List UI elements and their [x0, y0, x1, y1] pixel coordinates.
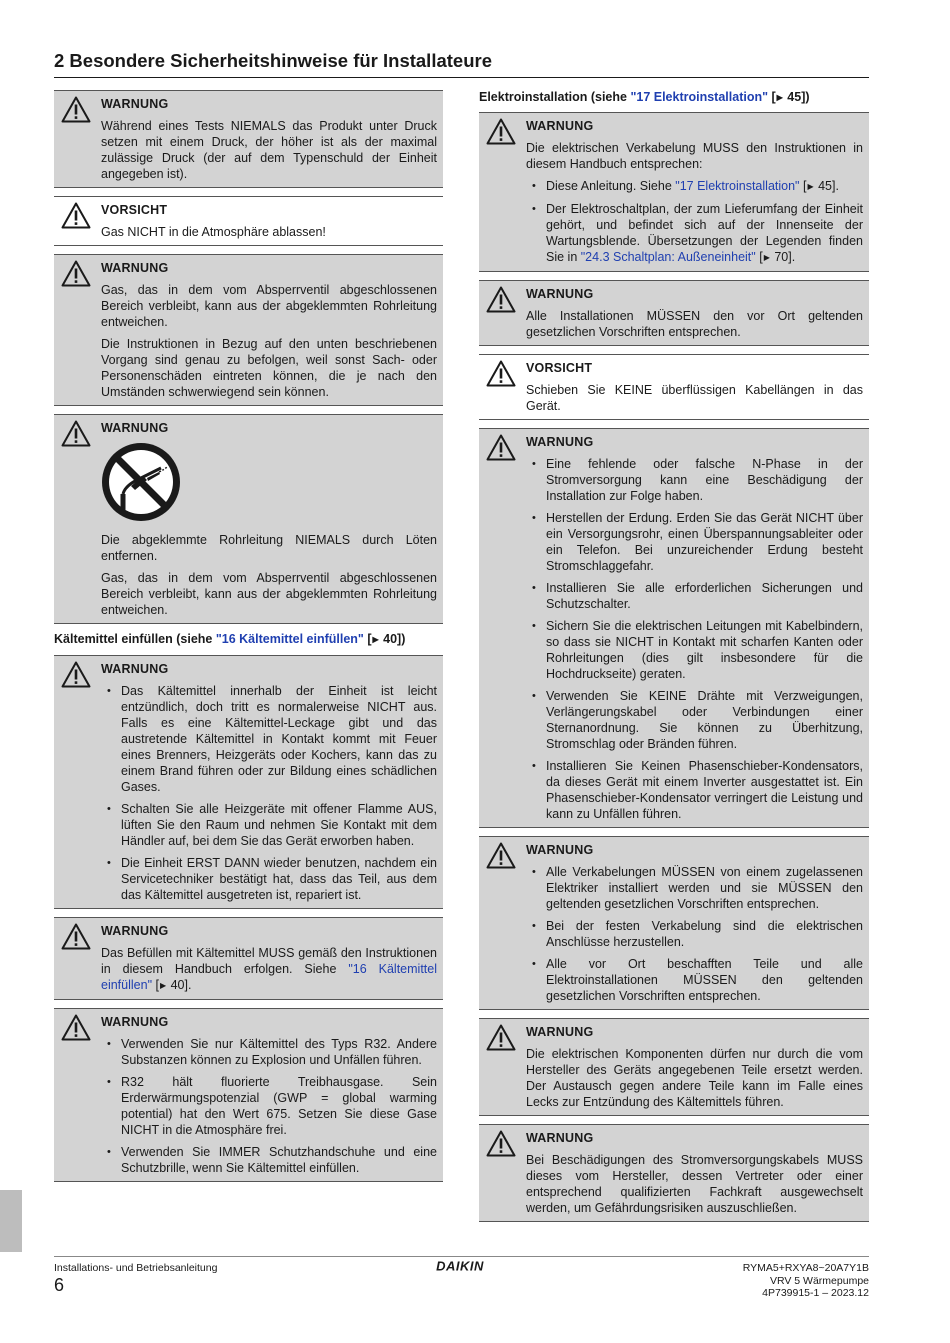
- page-arrow-icon: ▶: [776, 93, 783, 102]
- footer-product: VRV 5 Wärmepumpe: [769, 1274, 869, 1287]
- warning-triangle-icon: [61, 661, 91, 688]
- box-text: Alle Installationen MÜSSEN den vor Ort geltenden gesetzlichen Vorschriften entsprechen.: [526, 309, 863, 339]
- warning-triangle-icon: [486, 1130, 516, 1157]
- warning-triangle-icon: [486, 286, 516, 313]
- ref-page: 45]): [783, 90, 810, 104]
- list-item: • Sichern Sie die elektrischen Leitungen mit Kabelbindern, so dass sie NICHT in Kontakt mit scharfen Kanten oder Rohrleitungen (dies gilt insbesondere für die Hochdruckseite) geraten.: [526, 618, 863, 682]
- page-arrow-icon: ▶: [763, 253, 770, 262]
- right-column: [479, 90, 869, 1230]
- section-heading-refrigerant: [54, 632, 443, 646]
- list-item: • Das Kältemittel innerhalb der Einheit ist leicht entzündlich, doch tritt es normalerweise NICHT aus. Falls es eine Kältemittel-Leckage gibt und das austretende Kältemittel in Kontakt kommt mit Feuer eines Brenners, Heizgeräts oder Kochers, kann das zu einem Brand führen oder zur Bildung eines schädlichen Gases.: [101, 683, 437, 795]
- list-item: • Eine fehlende oder falsche N-Phase in der Stromversorgung kann eine Beschädigung der Installation zur Folge haben.: [526, 456, 863, 504]
- box-text: Bei Beschädigungen des Stromversorgungskabels MUSS dieses vom Hersteller, dessen Vertreter oder einer entsprechend qualifizierten Fachkraft ausgewechselt werden, um Gefährdungsrisiken auszuschließen.: [526, 1153, 863, 1215]
- warning-triangle-icon: [486, 1024, 516, 1051]
- box-text: Die elektrischen Komponenten dürfen nur durch die vom Hersteller des Geräts angegebenen Teile ersetzt werden. Der Austausch gegen andere Teile kann im Falle eines Lecks zur Entzündung des Kältemittels führen.: [526, 1047, 863, 1109]
- box-text: Die Instruktionen in Bezug auf den unten beschriebenen Vorgang sind genau zu befolgen, weil sonst Sach- oder Personenschäden eintreten können, die je nach den Umständen schwerwiegend sein können.: [101, 337, 437, 399]
- caution-box: [54, 196, 443, 246]
- section-heading-text: Elektroinstallation (siehe: [479, 90, 631, 104]
- warning-box: [479, 428, 869, 828]
- page-title: 2 Besondere Sicherheitshinweise für Installateure: [54, 50, 869, 78]
- list-item-text: Der Elektroschaltplan, der zum Lieferumfang der Einheit gehört, und befindet sich auf der Innenseite der Wartungsblende. Übersetzungen der Legenden finden Sie in: [546, 202, 863, 264]
- list-item: • Installieren Sie Keinen Phasenschieber-Kondensators, da dieses Gerät mit einem Inverter ausgestattet ist. Ein Phasenschieber-Kondensator verringert die Leistung und kann zu Unfällen führen.: [526, 758, 863, 822]
- bullet-list: [101, 683, 437, 903]
- box-title: WARNUNG: [526, 1025, 594, 1039]
- warning-triangle-icon: [61, 202, 91, 229]
- warning-box: [479, 280, 869, 346]
- list-item: • Alle Verkabelungen MÜSSEN von einem zugelassenen Elektriker installiert werden und sie MÜSSEN den geltenden gesetzlichen Vorschriften entsprechen.: [526, 864, 863, 912]
- link-electrical-chapter[interactable]: "17 Elektroinstallation": [675, 179, 800, 193]
- box-text: Die abgeklemmte Rohrleitung NIEMALS durch Löten entfernen.: [101, 533, 437, 563]
- daikin-logo: [420, 1259, 500, 1273]
- list-item: • Verwenden Sie IMMER Schutzhandschuhe und eine Schutzbrille, wenn Sie Kältemittel einfüllen.: [101, 1144, 437, 1176]
- list-item: • Der Elektroschaltplan, der zum Lieferumfang der Einheit gehört, und befindet sich auf der Innenseite der Wartungsblende. Übersetzungen der Legenden finden Sie in "24.3 Schaltplan: Außeneinheit" [▶ 70].: [526, 201, 863, 266]
- warning-box: [479, 836, 869, 1010]
- link-wiring-diagram[interactable]: "24.3 Schaltplan: Außeneinheit": [580, 250, 756, 264]
- warning-box: [54, 655, 443, 909]
- box-text: Gas, das in dem vom Absperrventil abgeschlossenen Bereich verbleibt, kann aus der abgeklemmten Rohrleitung entweichen.: [101, 571, 437, 617]
- section-heading-electrical: Elektroinstallation (siehe "17 Elektroinstallation" [▶ 45]): [479, 90, 810, 104]
- box-title: VORSICHT: [101, 203, 168, 217]
- chapter-side-tab: [0, 1190, 22, 1252]
- footer-model: RYMA5+RXYA8~20A7Y1B: [742, 1262, 869, 1274]
- ref-page: 45].: [814, 179, 839, 193]
- ref-page: 40].: [167, 978, 192, 992]
- box-text: Schieben Sie KEINE überflüssigen Kabellängen in das Gerät.: [526, 383, 863, 413]
- bullet-list: [526, 456, 863, 822]
- left-column: [54, 90, 443, 1190]
- warning-triangle-icon: [61, 1014, 91, 1041]
- page-arrow-icon: ▶: [159, 981, 167, 990]
- caution-box: [479, 354, 869, 420]
- ref-page: 70].: [770, 250, 796, 264]
- list-item: • Bei der festen Verkabelung sind die elektrischen Anschlüsse herzustellen.: [526, 918, 863, 950]
- bullet-list: [101, 1036, 437, 1176]
- page-arrow-icon: ▶: [807, 182, 814, 191]
- bullet-list: [526, 864, 863, 1004]
- list-item: • Die Einheit ERST DANN wieder benutzen, nachdem ein Servicetechniker bestätigt hat, dass das Teil, aus dem das Kältemittel ausgetreten ist, repariert ist.: [101, 855, 437, 903]
- box-text: Gas NICHT in die Atmosphäre ablassen!: [101, 225, 326, 239]
- warning-box: [54, 917, 443, 1000]
- ref-bracket: [: [367, 632, 372, 646]
- box-title: WARNUNG: [101, 1015, 169, 1029]
- warning-triangle-icon: [486, 360, 516, 387]
- footer-doc-id: 4P739915-1 – 2023.12: [762, 1287, 869, 1299]
- box-title: WARNUNG: [526, 435, 594, 449]
- bullet-list: [526, 178, 863, 266]
- warning-triangle-icon: [61, 923, 91, 950]
- box-title: WARNUNG: [101, 421, 169, 435]
- footer-product-info: [743, 1262, 869, 1300]
- box-title: WARNUNG: [526, 287, 594, 301]
- list-item-text: Diese Anleitung. Siehe: [546, 179, 676, 193]
- list-item: • Verwenden Sie KEINE Drähte mit Verzweigungen, Verlängerungskabel oder Verbindungen einer Sternanordnung. Sie können zu Überhitzung, Stromschlag oder Bränden führen.: [526, 688, 863, 752]
- warning-triangle-icon: [486, 842, 516, 869]
- box-title: WARNUNG: [526, 119, 594, 133]
- warning-triangle-icon: [486, 434, 516, 461]
- svg-text:DAIKIN: DAIKIN: [436, 1259, 484, 1273]
- warning-box: [54, 90, 443, 188]
- box-title: WARNUNG: [101, 924, 169, 938]
- warning-box: [479, 112, 869, 272]
- page-number: 6: [54, 1275, 65, 1295]
- box-title: WARNUNG: [101, 97, 169, 111]
- box-title: VORSICHT: [526, 361, 593, 375]
- list-item: • Diese Anleitung. Siehe "17 Elektroinstallation" [▶ 45].: [526, 178, 863, 195]
- box-text: Während eines Tests NIEMALS das Produkt unter Druck setzen mit einem Druck, der höher ist als der maximal zulässige Druck (der auf dem Typenschuld der Einheit angegeben ist).: [101, 119, 437, 181]
- box-title: WARNUNG: [101, 261, 169, 275]
- warning-box: [54, 414, 443, 624]
- box-title: WARNUNG: [101, 662, 169, 676]
- list-item: • Herstellen der Erdung. Erden Sie das Gerät NICHT über ein Versorgungsrohr, einen Überspannungsableiter oder ein Telefon. Bei unzureichender Erdung besteht Stromschlaggefahr.: [526, 510, 863, 574]
- footer-divider: [54, 1256, 869, 1257]
- warning-triangle-icon: [486, 118, 516, 145]
- page-arrow-icon: ▶: [372, 635, 379, 644]
- warning-box: [54, 1008, 443, 1182]
- list-item: • R32 hält fluorierte Treibhausgase. Sein Erderwärmungspotenzial (GWP = global warming potential) hat den Wert 675. Setzen Sie diese Gase NICHT in die Atmosphäre frei.: [101, 1074, 437, 1138]
- warning-triangle-icon: [61, 96, 91, 123]
- link-refrigerant-chapter[interactable]: "16 Kältemittel einfüllen": [215, 632, 364, 646]
- list-item: • Verwenden Sie nur Kältemittel des Typs R32. Andere Substanzen können zu Explosion und Unfällen führen.: [101, 1036, 437, 1068]
- link-electrical-chapter[interactable]: "17 Elektroinstallation": [630, 90, 769, 104]
- warning-box: [479, 1018, 869, 1116]
- box-text: Das Befüllen mit Kältemittel MUSS gemäß den Instruktionen in diesem Handbuch erfolgen. Siehe "16 Kältemittel einfüllen" [▶ 40].: [101, 946, 438, 992]
- footer-manual-title: Installations- und Betriebsanleitung: [54, 1262, 218, 1274]
- box-text: Gas, das in dem vom Absperrventil abgeschlossenen Bereich verbleibt, kann aus der abgeklemmten Rohrleitung entweichen.: [101, 283, 437, 329]
- warning-triangle-icon: [61, 420, 91, 447]
- no-soldering-icon: [101, 442, 181, 522]
- warning-box: [479, 1124, 869, 1222]
- list-item: • Schalten Sie alle Heizgeräte mit offener Flamme AUS, lüften Sie den Raum und nehmen Sie Kontakt mit dem Händler auf, bei dem Sie das Gerät erworben haben.: [101, 801, 437, 849]
- warning-triangle-icon: [61, 260, 91, 287]
- section-heading-text: Kältemittel einfüllen (siehe: [54, 632, 216, 646]
- ref-page: 40]): [379, 632, 406, 646]
- box-text: Die elektrischen Verkabelung MUSS den Instruktionen in diesem Handbuch entsprechen:: [526, 141, 863, 171]
- box-title: WARNUNG: [526, 1131, 594, 1145]
- box-title: WARNUNG: [526, 843, 594, 857]
- box-text-part: Das Befüllen mit Kältemittel MUSS gemäß den Instruktionen in diesem Handbuch erfolgen. Siehe: [101, 946, 437, 976]
- list-item: • Installieren Sie alle erforderlichen Sicherungen und Schutzschalter.: [526, 580, 863, 612]
- warning-box: [54, 254, 443, 406]
- link-refrigerant-chapter[interactable]: "16 Kältemittel einfüllen": [101, 962, 438, 992]
- list-item: • Alle vor Ort beschafften Teile und alle Elektroinstallationen MÜSSEN den geltenden gesetzlichen Vorschriften entsprechen.: [526, 956, 863, 1004]
